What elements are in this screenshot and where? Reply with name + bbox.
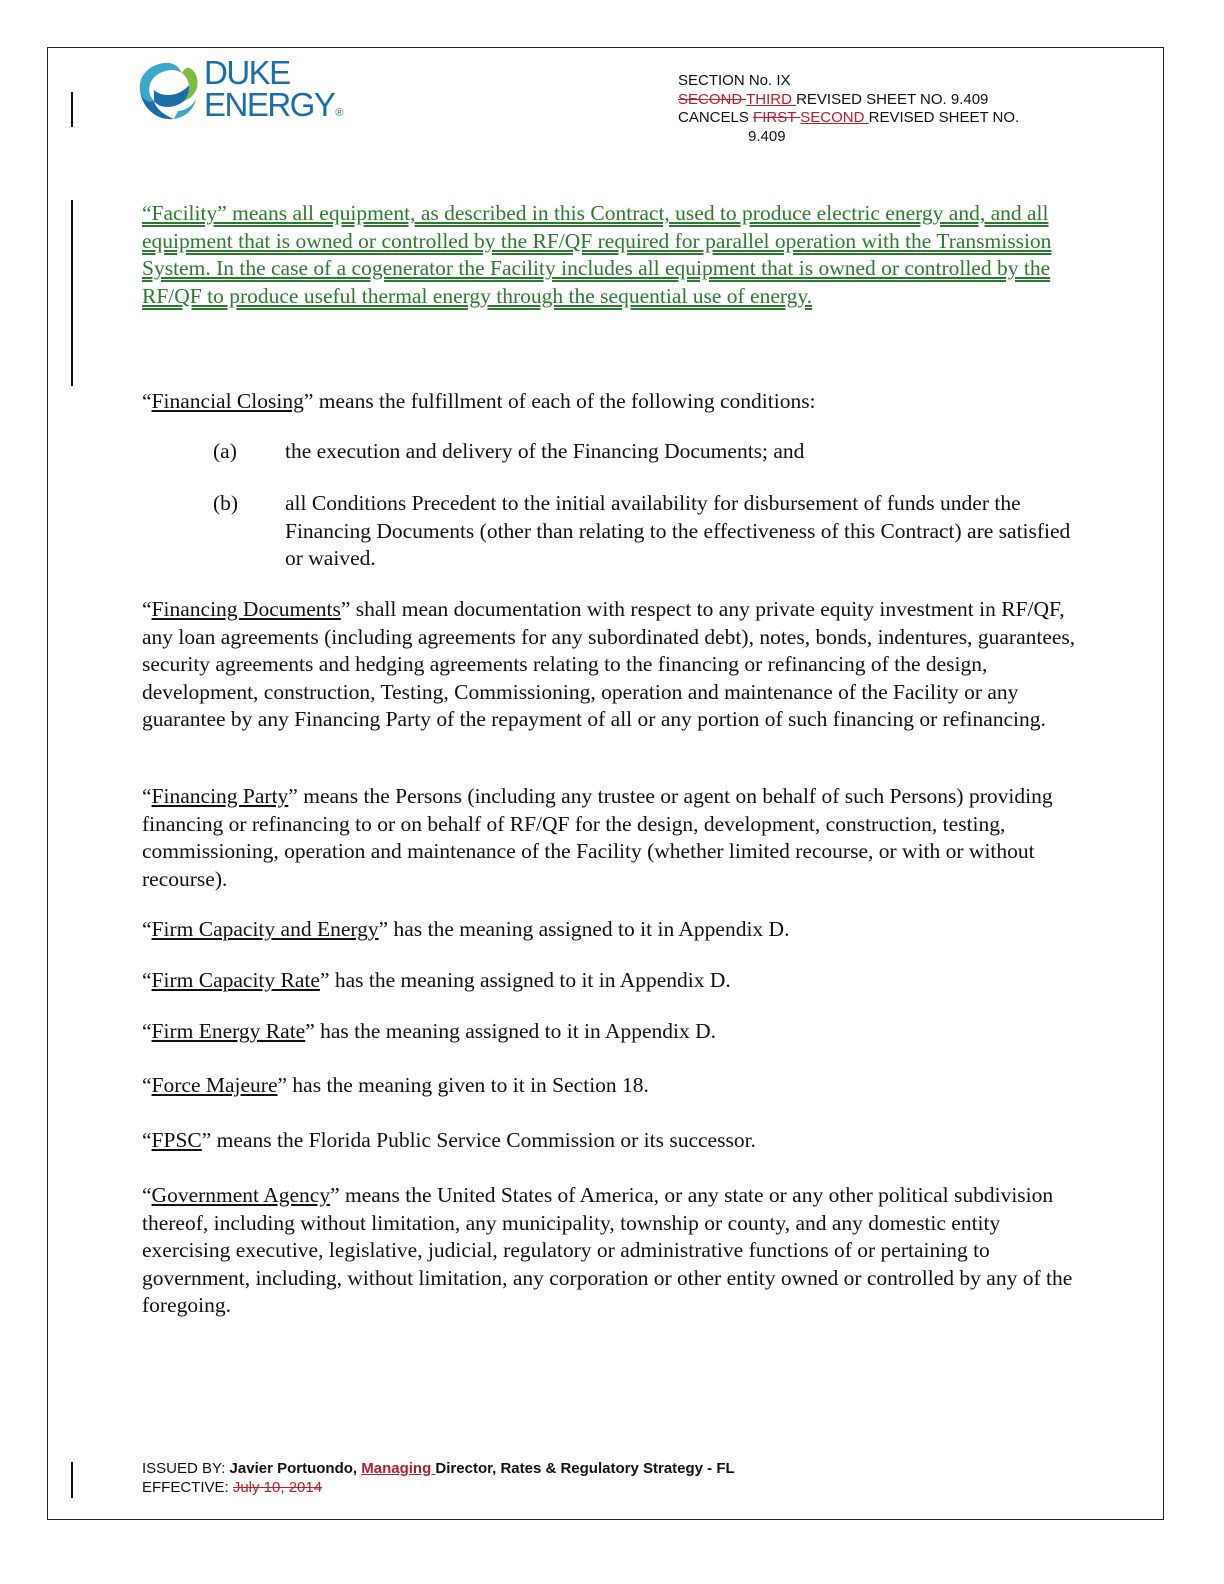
revised-sheet-line <box>678 91 1098 110</box>
definition-paragraph <box>142 967 1082 995</box>
revision-bar <box>71 92 73 127</box>
cancels-text: REVISED SHEET NO. <box>868 109 1020 126</box>
deleted-text: FIRST <box>753 109 801 126</box>
revision-bar <box>71 200 73 386</box>
definition-paragraph <box>142 1072 1082 1100</box>
open-quote: “ <box>142 1073 152 1097</box>
cancels-line <box>678 109 1098 128</box>
issued-by-label: ISSUED BY: <box>142 1460 230 1477</box>
issuer-title: Director, Rates & Regulatory Strategy - FL <box>435 1460 735 1477</box>
sheet-footer <box>142 1460 1042 1497</box>
open-quote: “ <box>142 389 152 413</box>
facility-definition: “Facility” means all equipment, as described in this Contract, used to produce electric energy and, and all equipment that is owned or controlled by the RF/QF required for parallel operation with the Transmission System. In the case of a cogenerator the Facility includes all equipment that is owned or controlled by the RF/QF to produce useful thermal energy through the sequential use of energy. <box>142 201 1052 308</box>
defined-term: Force Majeure <box>151 1073 278 1097</box>
issued-by-line <box>142 1460 1042 1479</box>
definition-paragraph <box>142 1018 1082 1046</box>
definition-paragraph <box>142 1182 1082 1320</box>
definition-paragraph <box>142 1127 1082 1155</box>
definition-text: ” has the meaning assigned to it in Appendix D. <box>378 917 790 941</box>
definition-text: ” has the meaning assigned to it in Appendix D. <box>319 968 731 992</box>
inserted-text: THIRD <box>746 90 797 108</box>
revision-bar <box>71 1462 73 1498</box>
effective-label: EFFECTIVE: <box>142 1478 233 1496</box>
open-quote: “ <box>142 1128 152 1152</box>
cancels-label: CANCELS <box>678 109 754 126</box>
list-label: (b) <box>213 491 239 515</box>
defined-term: Financing Documents <box>151 597 341 621</box>
definition-paragraph <box>142 596 1082 734</box>
section-number: SECTION No. IX <box>678 72 791 89</box>
open-quote: “ <box>142 597 152 621</box>
logo-line2: ENERGY <box>204 86 335 123</box>
open-quote: “ <box>142 1183 152 1207</box>
financial-closing-definition <box>142 388 1082 416</box>
definition-text: ” means the Florida Public Service Commission or its successor. <box>201 1128 756 1152</box>
inserted-text: Managing <box>361 1460 436 1477</box>
logo-reg: ® <box>335 107 344 119</box>
open-quote: “ <box>142 784 152 808</box>
effective-line <box>142 1479 1042 1498</box>
definition-paragraph <box>142 916 1082 944</box>
definition-text: ” has the meaning given to it in Section 18. <box>277 1073 649 1097</box>
list-text: all Conditions Precedent to the initial availability for disbursement of funds under the Financing Documents (other than relating to the effectiveness of this Contract) are satisfied or waived. <box>285 491 1071 570</box>
definition-text: ” has the meaning assigned to it in Appendix D. <box>305 1019 717 1043</box>
defined-term: FPSC <box>151 1128 202 1152</box>
defined-term: Financing Party <box>151 784 289 808</box>
duke-energy-logo <box>134 54 344 127</box>
definition-text: ” shall mean documentation with respect to any private equity investment in RF/QF, any loan agreements (including agreements for any subordinated debt), notes, bonds, indentures, guarantees, security agreements and hedging agreements relating to the financing or refinancing of the design, development, construction, Testing, Commissioning, operation and maintenance of the Facility or any guarantee by any Financing Party of the repayment of all or any portion of such financing or refinancing. <box>142 597 1076 731</box>
deleted-text: July 10, 2014 <box>232 1478 323 1496</box>
defined-term: Firm Energy Rate <box>151 1019 306 1043</box>
deleted-text: SECOND <box>678 90 747 108</box>
definition-text: ” means the Persons (including any trustee or agent on behalf of such Persons) providing financing or refinancing to or on behalf of RF/QF for the design, development, construction, testing, commissioning, operation and maintenance of the Facility (whether limited recourse, or with or without recourse). <box>142 784 1053 891</box>
sheet-header <box>678 72 1098 146</box>
defined-term: Financial Closing <box>151 389 304 413</box>
list-text: the execution and delivery of the Financing Documents; and <box>285 439 805 463</box>
defined-term: Firm Capacity Rate <box>151 968 320 992</box>
logo-wordmark <box>204 54 344 129</box>
open-quote: “ <box>142 917 152 941</box>
cancels-sheet-number: 9.409 <box>748 127 786 145</box>
open-quote: “ <box>142 968 152 992</box>
list-label: (a) <box>213 439 237 463</box>
inserted-text: SECOND <box>800 109 869 126</box>
issuer-name: Javier Portuondo, <box>229 1460 362 1477</box>
logo-line1: DUKE <box>204 54 290 91</box>
definition-text: ” means the United States of America, or any state or any other political subdivision thereof, including without limitation, any municipality, township or county, and any domestic entity exercising executive, legislative, judicial, regulatory or administrative functions of or pertaining to government, including, without limitation, any corporation or other entity owned or controlled by any of the foregoing. <box>142 1183 1073 1317</box>
defined-term: Government Agency <box>151 1183 331 1207</box>
defined-term: Firm Capacity and Energy <box>151 917 379 941</box>
definition-paragraph <box>142 783 1082 893</box>
revised-sheet-text: REVISED SHEET NO. 9.409 <box>796 90 989 108</box>
definition-text: ” means the fulfillment of each of the following conditions: <box>303 389 816 413</box>
duke-energy-swirl-icon <box>134 57 200 125</box>
open-quote: “ <box>142 1019 152 1043</box>
